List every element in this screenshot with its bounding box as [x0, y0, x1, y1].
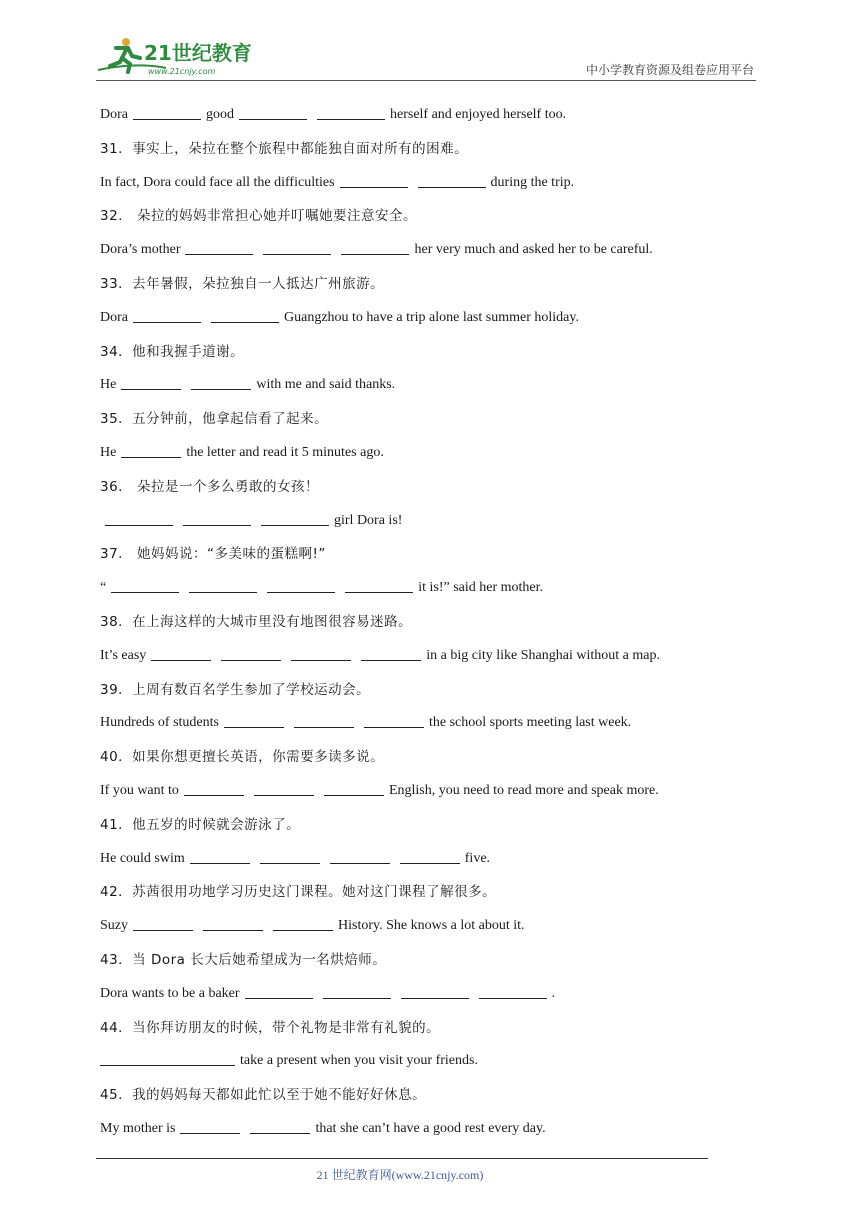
question-prompt: 45．我的妈妈每天都如此忙以至于她不能好好休息。 [100, 1087, 427, 1104]
sentence-text: good [206, 107, 234, 122]
question-prompt: 32. 朵拉的妈妈非常担心她并叮嘱她要注意安全。 [100, 208, 417, 225]
sentence-text: girl Dora is! [334, 512, 403, 528]
answer-sentence [100, 983, 720, 1017]
sentence-text: the letter and read it 5 minutes ago. [186, 444, 384, 460]
answer-blank[interactable] [267, 578, 335, 593]
answer-sentence [100, 712, 720, 746]
sentence-text: with me and said thanks. [256, 377, 396, 393]
answer-blank[interactable] [263, 240, 331, 255]
answer-blank[interactable] [221, 646, 281, 661]
question-prompt: 41．他五岁的时候就会游泳了。 [100, 816, 301, 833]
answer-blank[interactable] [418, 173, 486, 188]
answer-blank[interactable] [185, 240, 253, 255]
question-prompt: 36. 朵拉是一个多么勇敢的女孩！ [100, 478, 319, 495]
sentence-text: Suzy [100, 918, 128, 934]
answer-blank[interactable] [317, 105, 385, 120]
question-prompt: 37. 她妈妈说：“多美味的蛋糕啊!” [100, 546, 326, 563]
page-header [96, 30, 756, 81]
answer-blank[interactable] [330, 849, 390, 864]
sentence-text: the school sports meeting last week. [429, 715, 632, 731]
logo-title: 21世纪教育 [144, 41, 252, 65]
answer-blank[interactable] [261, 511, 329, 526]
answer-blank[interactable] [400, 849, 460, 864]
answer-sentence [100, 1118, 720, 1152]
answer-sentence [100, 780, 720, 814]
answer-blank[interactable] [111, 578, 179, 593]
answer-sentence [100, 307, 720, 341]
sentence-text: He [100, 444, 117, 460]
sentence-text: My mother is [100, 1120, 176, 1136]
answer-blank[interactable] [340, 173, 408, 188]
sentence-text: . [551, 985, 556, 1001]
question-prompt: 39．上周有数百名学生参加了学校运动会。 [100, 681, 371, 698]
sentence-text: her very much and asked her to be careful. [414, 242, 653, 258]
answer-blank[interactable] [364, 713, 424, 728]
sentence-text: History. She knows a lot about it. [338, 918, 525, 934]
answer-blank[interactable] [239, 105, 307, 120]
answer-sentence [100, 104, 720, 138]
sentence-text: during the trip. [490, 174, 575, 190]
sentence-text: take a present when you visit your friends. [240, 1053, 478, 1069]
answer-sentence [100, 172, 720, 206]
answer-blank[interactable] [133, 308, 201, 323]
answer-sentence [100, 239, 720, 273]
answer-blank[interactable] [260, 849, 320, 864]
sentence-text: It’s easy [100, 647, 147, 663]
sentence-text: “ [100, 580, 107, 596]
footer-divider [96, 1158, 708, 1159]
question-prompt: 38．在上海这样的大城市里没有地图很容易迷路。 [100, 613, 413, 630]
answer-blank[interactable] [291, 646, 351, 661]
sentence-text: In fact, Dora could face all the difficulties [100, 174, 335, 190]
answer-blank[interactable] [294, 713, 354, 728]
answer-sentence [100, 374, 720, 408]
site-logo [96, 34, 266, 78]
question-prompt: 44．当你拜访朋友的时候，带个礼物是非常有礼貌的。 [100, 1019, 441, 1036]
answer-blank[interactable] [273, 916, 333, 931]
sentence-text: herself and enjoyed herself too. [390, 107, 567, 122]
answer-blank[interactable] [190, 849, 250, 864]
question-prompt: 34．他和我握手道谢。 [100, 343, 245, 360]
answer-blank[interactable] [254, 781, 314, 796]
answer-blank[interactable] [100, 1051, 235, 1066]
question-prompt: 42．苏茜很用功地学习历史这门课程。她对这门课程了解很多。 [100, 884, 497, 901]
question-prompt: 33．去年暑假，朵拉独自一人抵达广州旅游。 [100, 275, 385, 292]
sentence-text: Hundreds of students [100, 715, 219, 731]
answer-blank[interactable] [180, 1119, 240, 1134]
question-prompt: 43．当 Dora 长大后她希望成为一名烘焙师。 [100, 951, 387, 968]
answer-sentence [100, 645, 720, 679]
answer-blank[interactable] [341, 240, 409, 255]
exercise-list [100, 104, 720, 1152]
answer-blank[interactable] [245, 984, 313, 999]
answer-blank[interactable] [211, 308, 279, 323]
answer-blank[interactable] [189, 578, 257, 593]
answer-blank[interactable] [191, 375, 251, 390]
answer-blank[interactable] [324, 781, 384, 796]
answer-blank[interactable] [224, 713, 284, 728]
sentence-text: that she can’t have a good rest every day. [315, 1120, 546, 1136]
sentence-text: English, you need to read more and speak more. [388, 782, 659, 798]
answer-sentence [100, 1050, 720, 1084]
answer-sentence [100, 510, 720, 544]
sentence-text: He could swim [100, 850, 185, 866]
sentence-text: If you want to [100, 782, 179, 798]
answer-blank[interactable] [121, 443, 181, 458]
answer-blank[interactable] [345, 578, 413, 593]
answer-blank[interactable] [479, 984, 547, 999]
answer-blank[interactable] [151, 646, 211, 661]
answer-blank[interactable] [203, 916, 263, 931]
sentence-text: Dora’s mother [100, 242, 181, 258]
answer-blank[interactable] [401, 984, 469, 999]
answer-blank[interactable] [133, 916, 193, 931]
platform-title: 中小学教育资源及组卷应用平台 [585, 63, 754, 77]
question-prompt: 40．如果你想更擅长英语，你需要多读多说。 [100, 749, 385, 766]
sentence-text: five. [464, 850, 491, 866]
answer-blank[interactable] [183, 511, 251, 526]
answer-blank[interactable] [121, 375, 181, 390]
sentence-text: He [100, 377, 117, 393]
sentence-text: Guangzhou to have a trip alone last summer holiday. [284, 309, 579, 325]
sentence-text: it is!” said her mother. [418, 580, 544, 596]
sentence-text: Dora [100, 309, 128, 325]
logo-url: www.21cnjy.com [148, 67, 216, 76]
answer-sentence [100, 442, 720, 476]
answer-blank[interactable] [184, 781, 244, 796]
answer-sentence [100, 577, 720, 611]
sentence-text: in a big city like Shanghai without a map. [426, 647, 660, 663]
answer-sentence [100, 915, 720, 949]
question-prompt: 31．事实上，朵拉在整个旅程中都能独自面对所有的困难。 [100, 140, 469, 157]
answer-blank[interactable] [323, 984, 391, 999]
answer-blank[interactable] [250, 1119, 310, 1134]
answer-blank[interactable] [133, 105, 201, 120]
answer-blank[interactable] [105, 511, 173, 526]
answer-sentence [100, 848, 720, 882]
footer-text: 21 世纪教育网(www.21cnjy.com) [316, 1168, 484, 1182]
answer-blank[interactable] [361, 646, 421, 661]
sentence-text: Dora wants to be a baker [100, 985, 240, 1001]
sentence-text: Dora [100, 107, 128, 122]
question-prompt: 35．五分钟前，他拿起信看了起来。 [100, 411, 329, 428]
